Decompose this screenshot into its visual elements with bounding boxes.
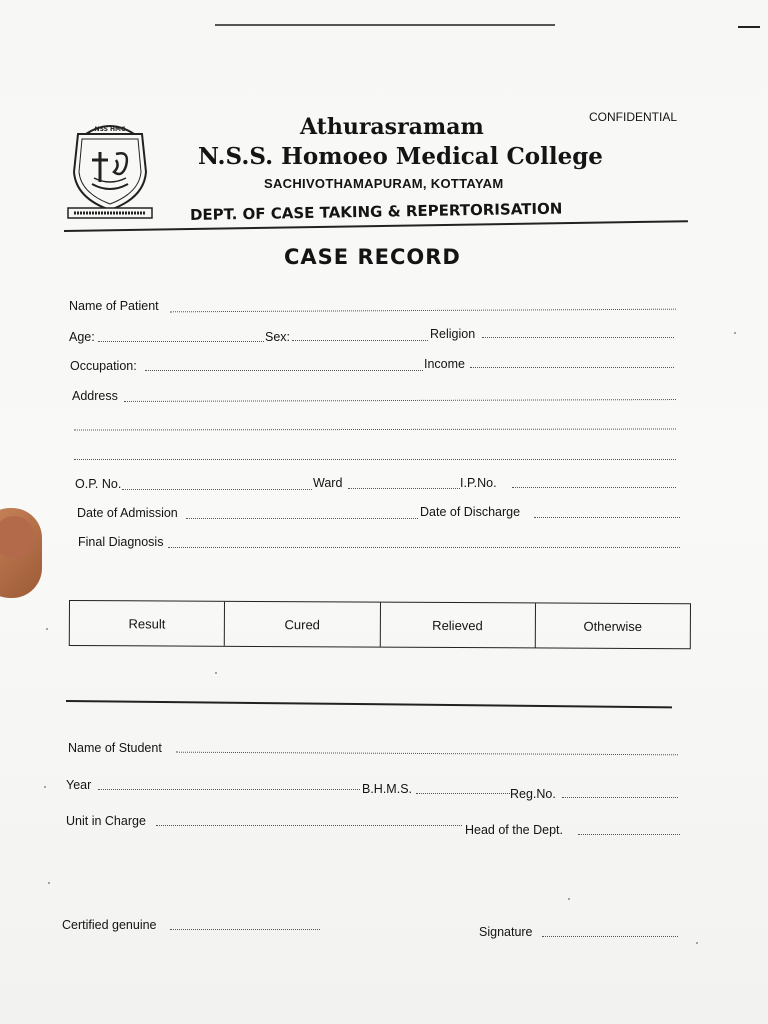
religion-label: Religion — [430, 327, 476, 341]
head-of-dept-field[interactable] — [578, 834, 680, 835]
sex-field[interactable] — [292, 340, 428, 341]
form-title: CASE RECORD — [284, 245, 461, 269]
bhms-field[interactable] — [416, 793, 510, 794]
college-name-line2: N.S.S. Homoeo Medical College — [198, 143, 603, 170]
date-of-admission-label: Date of Admission — [77, 506, 178, 520]
address-field-line2[interactable] — [74, 428, 676, 430]
name-of-patient-field[interactable] — [170, 309, 676, 313]
outcome-cured-cell[interactable]: Cured — [225, 602, 380, 647]
op-no-field[interactable] — [122, 489, 312, 490]
final-diagnosis-label: Final Diagnosis — [78, 535, 164, 549]
name-of-student-field[interactable] — [176, 752, 678, 756]
college-location: SACHIVOTHAMAPURAM, KOTTAYAM — [264, 176, 504, 191]
certified-genuine-label: Certified genuine — [62, 918, 157, 932]
address-field-line3[interactable] — [74, 459, 676, 460]
outcome-result-cell: Result — [70, 601, 225, 646]
scan-speck — [734, 332, 736, 334]
college-name-line1: Athurasramam — [300, 114, 484, 140]
date-of-discharge-label: Date of Discharge — [420, 505, 521, 519]
outcome-otherwise-cell[interactable]: Otherwise — [583, 618, 643, 634]
unit-in-charge-label: Unit in Charge — [66, 814, 146, 828]
occupation-field[interactable] — [145, 370, 423, 371]
op-no-label: O.P. No. — [75, 477, 122, 491]
paper-edge-right — [738, 26, 760, 28]
paper-edge-top — [215, 24, 555, 26]
scan-speck — [215, 672, 217, 674]
age-label: Age: — [69, 330, 95, 344]
ip-no-label: I.P.No. — [460, 476, 497, 490]
head-of-dept-label: Head of the Dept. — [465, 823, 563, 837]
name-of-patient-label: Name of Patient — [69, 299, 159, 313]
section-divider — [66, 700, 672, 708]
address-label: Address — [72, 389, 118, 403]
unit-in-charge-field[interactable] — [156, 825, 462, 826]
college-crest-logo — [64, 120, 156, 222]
scan-speck — [48, 882, 50, 884]
scan-speck — [568, 898, 570, 900]
scan-speck — [44, 786, 46, 788]
ip-no-field[interactable] — [512, 487, 676, 488]
signature-label: Signature — [479, 925, 533, 939]
outcome-relieved-cell[interactable]: Relieved — [380, 603, 535, 648]
year-label: Year — [66, 778, 92, 792]
final-diagnosis-field[interactable] — [168, 547, 680, 548]
name-of-student-label: Name of Student — [68, 741, 162, 755]
year-field[interactable] — [98, 789, 360, 790]
ward-field[interactable] — [348, 488, 460, 489]
scan-speck — [46, 628, 48, 630]
header-divider — [64, 220, 688, 231]
outcome-table — [69, 600, 691, 649]
ward-label: Ward — [313, 476, 343, 490]
crest-banner-text: NSS HMC — [94, 126, 126, 133]
income-field[interactable] — [470, 367, 674, 368]
scan-speck — [696, 942, 698, 944]
age-field[interactable] — [98, 341, 264, 342]
certified-genuine-field[interactable] — [170, 929, 320, 930]
occupation-label: Occupation: — [70, 359, 137, 373]
reg-no-field[interactable] — [562, 797, 678, 798]
address-field-line1[interactable] — [124, 399, 676, 402]
signature-field[interactable] — [542, 936, 678, 937]
date-of-discharge-field[interactable] — [534, 517, 680, 518]
sex-label: Sex: — [265, 330, 291, 344]
department-heading: DEPT. OF CASE TAKING & REPERTORISATION — [189, 199, 563, 224]
income-label: Income — [424, 357, 465, 371]
religion-field[interactable] — [482, 337, 674, 338]
confidential-label: CONFIDENTIAL — [589, 110, 678, 124]
reg-no-label: Reg.No. — [510, 787, 556, 801]
bhms-label: B.H.M.S. — [362, 782, 413, 796]
date-of-admission-field[interactable] — [186, 518, 418, 519]
